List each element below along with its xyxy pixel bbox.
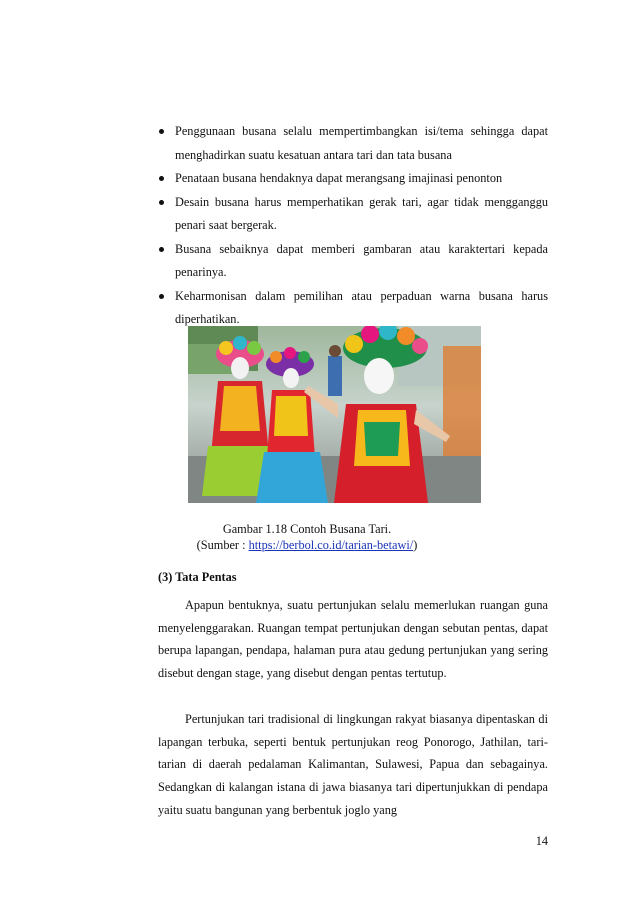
bullet-dot-icon — [159, 247, 164, 252]
source-prefix: (Sumber : — [196, 538, 249, 552]
page-number: 14 — [535, 834, 548, 848]
source-link[interactable]: https://berbol.co.id/tarian-betawi/ — [248, 538, 414, 552]
body-paragraph: Pertunjukan tari tradisional di lingkungan rakyat biasanya dipentaskan di lapangan terbuka, seperti bentuk pertunjukan reog Ponorogo, Jathilan, tari-tarian di daerah pedalaman Kalimantan, Sulawesi, Papua dan sebagainya. Sedangkan di kalangan istana di jawa biasanya tari dipertunjukkan di pendapa yaitu suatu bangunan yang berbentuk joglo yang — [158, 712, 548, 817]
bullet-item — [158, 120, 548, 167]
dance-costume-photo — [188, 326, 481, 503]
bullet-text: Penataan busana hendaknya dapat merangsang imajinasi penonton — [175, 171, 503, 185]
bullet-dot-icon — [159, 294, 164, 299]
criteria-bullet-list — [158, 120, 548, 332]
bullet-text: Desain busana harus memperhatikan gerak tari, agar tidak mengganggu penari saat bergerak. — [175, 194, 548, 232]
source-suffix: ) — [413, 538, 418, 552]
bullet-item — [158, 285, 548, 332]
bullet-item — [158, 167, 548, 191]
bullet-dot-icon — [159, 176, 164, 181]
bullet-item — [158, 191, 548, 238]
figure-source — [0, 537, 626, 553]
bullet-dot-icon — [159, 129, 164, 134]
bullet-text: Busana sebaiknya dapat memberi gambaran atau karaktertari kepada penarinya. — [175, 241, 548, 279]
bullet-text: Penggunaan busana selalu mempertimbangkan isi/tema sehingga dapat menghadirkan suatu kesatuan antara tari dan tata busana — [175, 124, 548, 162]
figure-caption: Gambar 1.18 Contoh Busana Tari. — [222, 522, 392, 536]
section-heading: (3) Tata Pentas — [158, 570, 237, 584]
bullet-item — [158, 238, 548, 285]
bullet-dot-icon — [159, 200, 164, 205]
body-paragraph: Apapun bentuknya, suatu pertunjukan selalu memerlukan ruangan guna menyelenggarakan. Ruangan tempat pertunjukan dengan sebutan pentas, dapat berupa lapangan, pendapa, halaman pura atau gedung pertunjukan yang sering disebut dengan stage, yang disebut dengan pentas tertutup. — [158, 598, 548, 681]
bullet-text: Keharmonisan dalam pemilihan atau perpaduan warna busana harus diperhatikan. — [175, 288, 548, 326]
